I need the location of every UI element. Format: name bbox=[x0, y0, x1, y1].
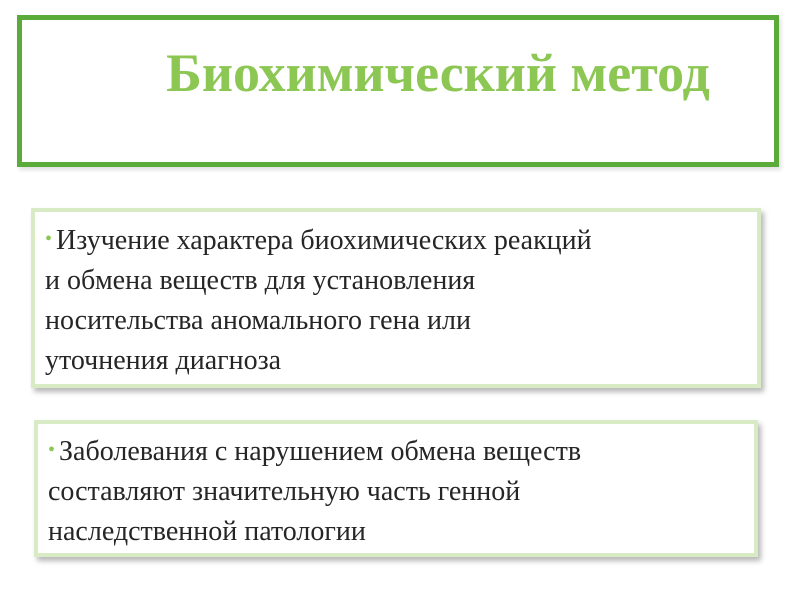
card-1-line-1-text: Изучение характера биохимических реакций bbox=[56, 225, 592, 256]
slide-title: Биохимический метод bbox=[166, 43, 710, 103]
text-card-2 bbox=[34, 420, 758, 557]
text-card-1 bbox=[31, 208, 761, 388]
title-box bbox=[17, 15, 779, 167]
card-2-line-2: составляют значительную часть генной bbox=[48, 476, 521, 507]
bullet-icon: • bbox=[45, 228, 53, 250]
card-2-line-1-text: Заболевания с нарушением обмена веществ bbox=[59, 436, 582, 467]
card-1-line-4: уточнения диагноза bbox=[45, 345, 282, 376]
card-1-line-3: носительства аномального гена или bbox=[45, 305, 471, 336]
card-1-line-1 bbox=[45, 219, 747, 261]
card-2-line-1 bbox=[48, 430, 744, 472]
bullet-icon: • bbox=[48, 439, 56, 461]
card-1-line-2: и обмена веществ для установления bbox=[45, 265, 476, 296]
card-2-line-3: наследственной патологии bbox=[48, 516, 366, 547]
